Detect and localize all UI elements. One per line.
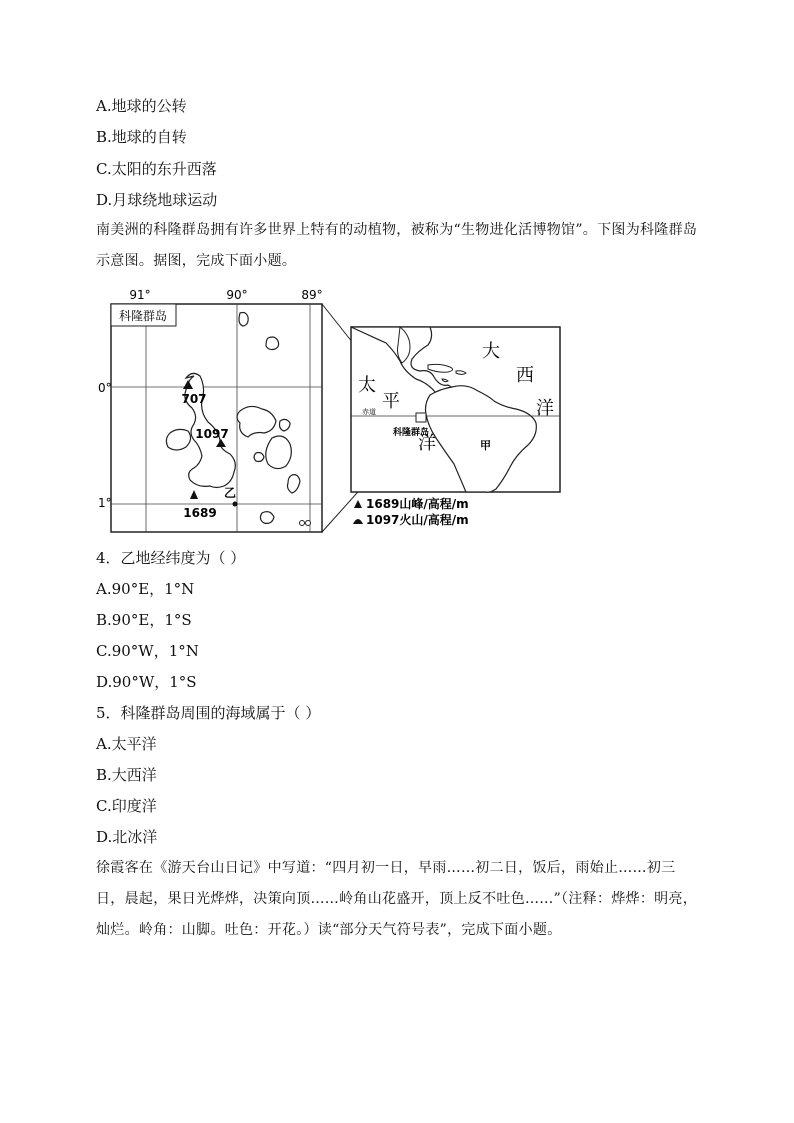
intro-paragraph: 南美洲的科隆群岛拥有许多世界上特有的动植物，被称为“生物进化活博物馆”。下图为科隆群岛示意图。据图，完成下面小题。 — [96, 222, 698, 269]
legend-peak-text: 1689山峰/高程/m — [366, 497, 469, 511]
lat-label-1: 1° — [98, 496, 112, 510]
q5-option-b: B.大西洋 — [96, 766, 157, 784]
box-label: 科隆群岛 — [118, 309, 168, 323]
ocean-atlantic-3: 洋 — [536, 398, 554, 419]
peak-icon — [354, 500, 362, 508]
q4-option-b: B.90°E，1°S — [96, 611, 192, 629]
region-jia-label: 甲 — [480, 439, 491, 452]
q5-option-c: C.印度洋 — [96, 797, 157, 815]
ocean-atlantic-2: 西 — [516, 365, 534, 386]
q5-option-a: A.太平洋 — [96, 735, 157, 753]
lon-label-89: 89° — [301, 288, 323, 302]
lat-label-0: 0° — [98, 381, 112, 395]
q4-option-c: C.90°W，1°N — [96, 642, 199, 660]
ocean-pacific-2: 平 — [382, 391, 400, 412]
legend-volcano-text: 1097火山/高程/m — [366, 513, 469, 527]
q4-option-d: D.90°W，1°S — [96, 673, 197, 691]
q4-stem: 4．乙地经纬度为（ ） — [96, 549, 246, 567]
peak-icon-1689 — [190, 490, 198, 499]
lon-label-91: 91° — [129, 288, 151, 302]
equator-label: 赤道 — [362, 408, 376, 416]
peak-label-707: 707 — [181, 392, 207, 406]
option-b: B.地球的自转 — [96, 128, 187, 146]
q5-stem: 5．科隆群岛周围的海域属于（ ） — [96, 704, 321, 722]
ocean-atlantic-1: 大 — [482, 341, 500, 362]
option-d: D.月球绕地球运动 — [96, 191, 218, 209]
main-map-frame — [111, 304, 322, 532]
ocean-pacific-1: 太 — [358, 375, 376, 396]
q4-option-a: A.90°E，1°N — [96, 580, 195, 598]
islands-label: 科隆群岛 — [393, 428, 430, 438]
volcano-icon — [353, 519, 363, 524]
q5-option-d: D.北冰洋 — [96, 828, 158, 846]
option-c: C.太阳的东升西落 — [96, 160, 217, 178]
point-yi-label: 乙 — [224, 486, 237, 500]
option-a: A.地球的公转 — [96, 97, 187, 115]
peak-label-1689: 1689 — [183, 506, 217, 520]
galapagos-map-figure — [100, 283, 570, 539]
xu-xiake-paragraph: 徐霞客在《游天台山日记》中写道：“四月初一日，早雨……初二日，饭后，雨始止……初三日，晨起，果日光烨烨，决策向顶……岭角山花盛开，顶上反不吐色……”（注释：烨烨：明亮，灿烂。岭角：山脚。吐色：开花。）读“部分天气符号表”，完成下面小题。 — [96, 860, 698, 938]
islands-locator-box — [416, 413, 426, 422]
ocean-pacific-3: 洋 — [418, 433, 436, 454]
map-svg — [100, 283, 570, 535]
lon-label-90: 90° — [226, 288, 248, 302]
peak-label-1097: 1097 — [195, 427, 229, 441]
point-yi-marker — [233, 502, 238, 507]
